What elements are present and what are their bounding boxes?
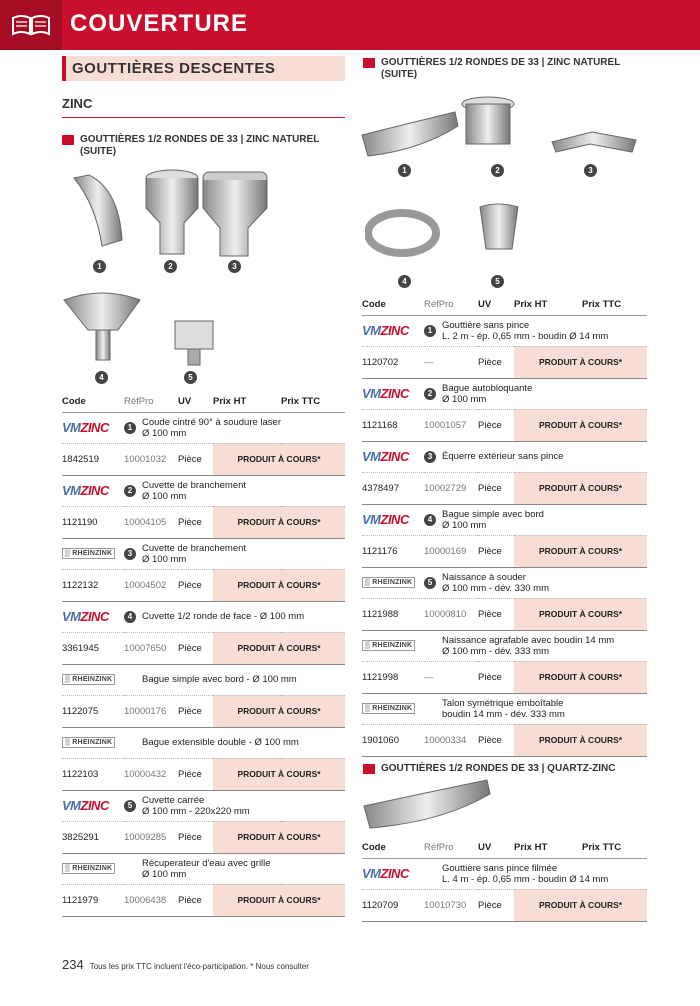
cuvette-branchement-image	[142, 168, 202, 258]
col-prix-ht: Prix HT	[514, 295, 582, 315]
product-refpro: 10000334	[424, 724, 478, 756]
product-code: 1122103	[62, 758, 124, 790]
page-number: 234	[62, 957, 84, 972]
product-refpro: 10004105	[124, 506, 178, 538]
gouttiere-quartz-image	[362, 778, 492, 833]
product-description: Cuvette de branchement Ø 100 mm	[142, 479, 247, 502]
naissance-image	[478, 203, 520, 253]
badge-5: 5	[184, 371, 197, 384]
col-prix-ttc: Prix TTC	[281, 392, 345, 412]
product-uv: Pièce	[478, 409, 514, 441]
product-price: PRODUIT À COURS*	[514, 346, 647, 378]
product-refpro: 10001032	[124, 443, 178, 475]
footer	[62, 957, 309, 972]
badge-r2: 2	[491, 164, 504, 177]
product-desc-row	[62, 853, 345, 884]
product-price: PRODUIT À COURS*	[514, 889, 647, 921]
product-refpro: —	[424, 661, 478, 693]
product-desc-row	[62, 664, 345, 695]
vmzinc-logo: VMZINC	[362, 512, 409, 527]
product-price-row	[362, 409, 647, 441]
product-price: PRODUIT À COURS*	[213, 695, 345, 727]
product-uv: Pièce	[178, 884, 213, 916]
book-icon	[0, 0, 62, 50]
product-desc-row	[62, 412, 345, 443]
product-description: Bague simple avec bord Ø 100 mm	[442, 508, 544, 531]
product-refpro: 10006438	[124, 884, 178, 916]
product-refpro: 10009285	[124, 821, 178, 853]
product-price: PRODUIT À COURS*	[514, 409, 647, 441]
bague-simple-image	[365, 208, 440, 258]
badge-r3: 3	[584, 164, 597, 177]
product-desc-row	[362, 693, 647, 724]
product-price-row	[362, 889, 647, 921]
product-desc-row	[362, 504, 647, 535]
product-uv: Pièce	[178, 506, 213, 538]
footer-note: Tous les prix TTC incluent l'éco-participation. * Nous consulter	[89, 962, 309, 971]
product-refpro: 10000432	[124, 758, 178, 790]
product-uv: Pièce	[178, 443, 213, 475]
product-code: 1120702	[362, 346, 424, 378]
product-description: Récuperateur d'eau avec grille Ø 100 mm	[142, 857, 271, 880]
product-price-row	[62, 569, 345, 601]
col-uv: UV	[478, 295, 514, 315]
section-title: GOUTTIÈRES DESCENTES	[62, 56, 345, 81]
page-header	[0, 0, 700, 50]
item-number: 2	[124, 485, 136, 497]
product-uv: Pièce	[478, 598, 514, 630]
col-refpro: RéfPro	[424, 295, 478, 315]
product-refpro: 10004502	[124, 569, 178, 601]
quartz-product-table	[362, 838, 647, 922]
col-prix-ttc: Prix TTC	[582, 295, 647, 315]
product-code: 3361945	[62, 632, 124, 664]
product-price-row	[62, 884, 345, 916]
badge-1: 1	[93, 260, 106, 273]
vmzinc-logo: VMZINC	[62, 798, 109, 813]
product-code: 4378497	[362, 472, 424, 504]
product-price-row	[62, 821, 345, 853]
product-refpro: 10000176	[124, 695, 178, 727]
product-price: PRODUIT À COURS*	[514, 661, 647, 693]
product-price-row	[62, 695, 345, 727]
badge-r5: 5	[491, 275, 504, 288]
product-desc-row	[362, 315, 647, 346]
bague-autobloquante-image	[458, 94, 520, 156]
product-refpro: 10000810	[424, 598, 478, 630]
right-product-table	[362, 295, 647, 757]
product-code: 3825291	[62, 821, 124, 853]
product-price-row	[362, 598, 647, 630]
badge-3: 3	[228, 260, 241, 273]
product-price: PRODUIT À COURS*	[213, 758, 345, 790]
product-price-row	[362, 661, 647, 693]
product-desc-row	[62, 790, 345, 821]
item-number: 5	[424, 577, 436, 589]
product-desc-row	[62, 601, 345, 632]
product-price: PRODUIT À COURS*	[514, 535, 647, 567]
cuvette-ronde-image	[62, 290, 142, 365]
vmzinc-logo: VMZINC	[62, 420, 109, 435]
product-code: 1121979	[62, 884, 124, 916]
vmzinc-logo: VMZINC	[62, 609, 109, 624]
col-prix-ht: Prix HT	[213, 392, 281, 412]
product-description: Cuvette 1/2 ronde de face - Ø 100 mm	[142, 611, 305, 622]
rheinzink-logo: ▒ RHEINZINK	[62, 548, 115, 559]
product-code: 1901060	[362, 724, 424, 756]
product-uv: Pièce	[178, 695, 213, 727]
product-code: 1121988	[362, 598, 424, 630]
product-description: Gouttière sans pince L. 2 m - ép. 0,65 mm - boudin Ø 14 mm	[442, 319, 609, 342]
product-description: Cuvette carrée Ø 100 mm - 220x220 mm	[142, 794, 250, 817]
product-uv: Pièce	[478, 724, 514, 756]
product-description: Gouttière sans pince filmée L. 4 m - ép. 0,65 mm - boudin Ø 14 mm	[442, 862, 609, 885]
product-desc-row	[362, 858, 647, 889]
right-subheading: GOUTTIÈRES 1/2 RONDES DE 33 | ZINC NATUREL (SUITE)	[363, 57, 646, 81]
col-uv: UV	[178, 392, 213, 412]
product-price: PRODUIT À COURS*	[514, 598, 647, 630]
item-number: 3	[124, 548, 136, 560]
product-price-row	[62, 506, 345, 538]
product-price-row	[362, 724, 647, 756]
product-refpro: —	[424, 346, 478, 378]
product-price: PRODUIT À COURS*	[213, 506, 345, 538]
product-desc-row	[62, 475, 345, 506]
product-uv: Pièce	[178, 821, 213, 853]
product-price: PRODUIT À COURS*	[213, 632, 345, 664]
product-uv: Pièce	[178, 758, 213, 790]
product-code: 1122132	[62, 569, 124, 601]
quartz-subheading: GOUTTIÈRES 1/2 RONDES DE 33 | QUARTZ-ZINC	[363, 763, 646, 775]
coude-image	[64, 170, 134, 255]
product-desc-row	[362, 378, 647, 409]
rheinzink-logo: ▒ RHEINZINK	[62, 863, 115, 874]
product-description: Cuvette de branchement Ø 100 mm	[142, 542, 247, 565]
badge-2: 2	[164, 260, 177, 273]
product-price: PRODUIT À COURS*	[213, 884, 345, 916]
item-number: 3	[424, 451, 436, 463]
product-desc-row	[362, 567, 647, 598]
cuvette-carree-image	[172, 318, 217, 368]
left-subheading: GOUTTIÈRES 1/2 RONDES DE 33 | ZINC NATUREL (SUITE)	[62, 134, 345, 158]
cuvette-branchement-2-image	[200, 168, 270, 260]
product-description: Bague autobloquante Ø 100 mm	[442, 382, 533, 405]
rheinzink-logo: ▒ RHEINZINK	[362, 703, 415, 714]
product-desc-row	[62, 727, 345, 758]
product-uv: Pièce	[478, 889, 514, 921]
product-description: Coude cintré 90° à soudure laser Ø 100 mm	[142, 416, 281, 439]
col-refpro: RéfPro	[124, 392, 178, 412]
product-code: 1121168	[362, 409, 424, 441]
item-number: 1	[424, 325, 436, 337]
product-description: Naissance à souder Ø 100 mm - dév. 330 mm	[442, 571, 549, 594]
col-code: Code	[362, 838, 424, 858]
product-code: 1122075	[62, 695, 124, 727]
product-uv: Pièce	[478, 346, 514, 378]
rheinzink-logo: ▒ RHEINZINK	[62, 674, 115, 685]
product-price: PRODUIT À COURS*	[213, 443, 345, 475]
col-code: Code	[362, 295, 424, 315]
category-title: ZINC	[62, 96, 345, 118]
page-title: COUVERTURE	[70, 10, 249, 37]
vmzinc-logo: VMZINC	[362, 323, 409, 338]
product-code: 1121176	[362, 535, 424, 567]
product-price: PRODUIT À COURS*	[514, 472, 647, 504]
product-price-row	[362, 346, 647, 378]
rheinzink-logo: ▒ RHEINZINK	[362, 577, 415, 588]
product-uv: Pièce	[178, 569, 213, 601]
col-code: Code	[62, 392, 124, 412]
product-uv: Pièce	[478, 472, 514, 504]
badge-r1: 1	[398, 164, 411, 177]
product-price-row	[62, 758, 345, 790]
col-prix-ttc: Prix TTC	[582, 838, 647, 858]
item-number: 2	[424, 388, 436, 400]
product-description: Talon symétrique emboîtable boudin 14 mm - dév. 333 mm	[442, 697, 565, 720]
left-product-table	[62, 392, 345, 917]
col-prix-ht: Prix HT	[514, 838, 582, 858]
product-description: Bague simple avec bord - Ø 100 mm	[142, 674, 297, 685]
product-desc-row	[362, 630, 647, 661]
badge-r4: 4	[398, 275, 411, 288]
item-number: 4	[124, 611, 136, 623]
gouttiere-image	[360, 110, 460, 162]
product-price-row	[362, 472, 647, 504]
product-refpro: 10000169	[424, 535, 478, 567]
product-description: Équerre extérieur sans pince	[442, 451, 564, 462]
col-refpro: RéfPro	[424, 838, 478, 858]
badge-4: 4	[95, 371, 108, 384]
product-description: Naissance agrafable avec boudin 14 mm Ø 100 mm - dév. 333 mm	[442, 634, 615, 657]
product-code: 1120709	[362, 889, 424, 921]
product-refpro: 10002729	[424, 472, 478, 504]
product-price-row	[362, 535, 647, 567]
product-code: 1842519	[62, 443, 124, 475]
vmzinc-logo: VMZINC	[362, 386, 409, 401]
equerre-image	[550, 124, 640, 156]
product-price: PRODUIT À COURS*	[213, 821, 345, 853]
product-code: 1121190	[62, 506, 124, 538]
product-desc-row	[362, 441, 647, 472]
item-number: 1	[124, 422, 136, 434]
rheinzink-logo: ▒ RHEINZINK	[62, 737, 115, 748]
product-price-row	[62, 443, 345, 475]
vmzinc-logo: VMZINC	[362, 449, 409, 464]
item-number: 5	[124, 800, 136, 812]
product-desc-row	[62, 538, 345, 569]
product-code: 1121998	[362, 661, 424, 693]
rheinzink-logo: ▒ RHEINZINK	[362, 640, 415, 651]
product-uv: Pièce	[178, 632, 213, 664]
product-refpro: 10007650	[124, 632, 178, 664]
product-uv: Pièce	[478, 535, 514, 567]
product-price: PRODUIT À COURS*	[514, 724, 647, 756]
product-uv: Pièce	[478, 661, 514, 693]
product-description: Bague extensible double - Ø 100 mm	[142, 737, 299, 748]
product-price: PRODUIT À COURS*	[213, 569, 345, 601]
item-number: 4	[424, 514, 436, 526]
col-uv: UV	[478, 838, 514, 858]
product-refpro: 10001057	[424, 409, 478, 441]
product-price-row	[62, 632, 345, 664]
product-refpro: 10010730	[424, 889, 478, 921]
vmzinc-logo: VMZINC	[62, 483, 109, 498]
vmzinc-logo: VMZINC	[362, 866, 409, 881]
